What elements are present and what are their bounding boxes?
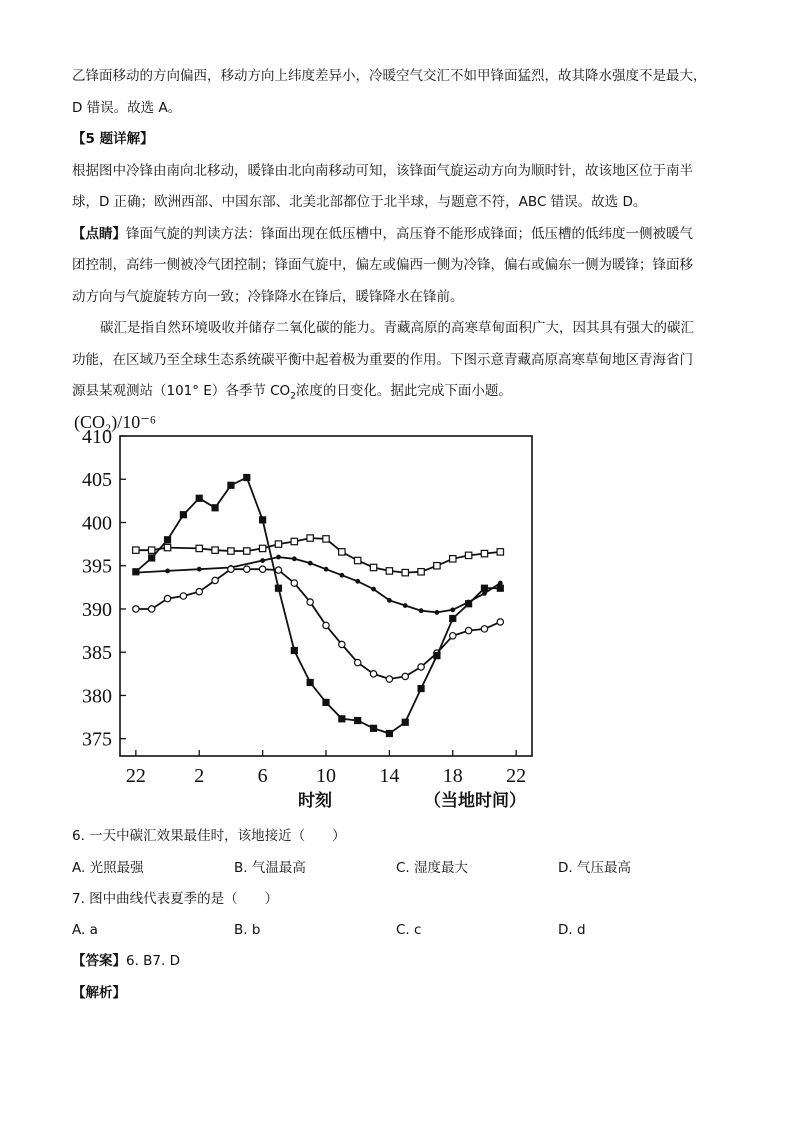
data-point (465, 600, 472, 607)
data-point (259, 545, 265, 551)
data-point (196, 495, 203, 502)
data-point (275, 585, 282, 592)
data-point (354, 717, 361, 724)
data-point (307, 535, 313, 541)
option-6a: A. 光照最强 (72, 860, 144, 876)
data-point (228, 566, 234, 572)
series-line-d (136, 478, 501, 734)
y-tick-label: 405 (82, 469, 112, 492)
y-tick-label: 395 (82, 555, 112, 578)
data-point (244, 566, 250, 572)
data-point (355, 579, 360, 584)
data-point (323, 622, 329, 628)
data-point (497, 585, 504, 592)
data-point (322, 699, 329, 706)
data-point (196, 545, 202, 551)
data-point (291, 647, 298, 654)
data-point (323, 536, 329, 542)
data-point (275, 541, 281, 547)
data-point (370, 564, 376, 570)
data-point (196, 588, 202, 594)
data-point (291, 580, 297, 586)
answer-line (72, 951, 180, 971)
data-point (308, 561, 313, 566)
data-point (244, 548, 250, 554)
data-point (418, 664, 424, 670)
data-point (403, 603, 408, 608)
y-tick-label: 385 (82, 642, 112, 665)
option-7d: D. d (558, 922, 586, 938)
data-point (386, 568, 392, 574)
data-point (197, 567, 202, 572)
data-point (402, 673, 408, 679)
option-6d: D. 气压最高 (558, 860, 631, 876)
intro-line: 碳汇是指自然环境吸收并储存二氧化碳的能力。青藏高原的高寒草甸面积广大，因其具有强大的碳汇 (100, 320, 694, 336)
text-line: 团控制，高纬一侧被冷气团控制；锋面气旋中，偏左或偏西一侧为冷锋，偏右或偏东一侧为暖锋；锋面移 (72, 257, 693, 273)
series-a (66, 535, 504, 576)
text-line: 乙锋面移动的方向偏西，移动方向上纬度差异小，冷暖空气交汇不如甲锋面猛烈，故其降水强度不是最大， (72, 68, 707, 84)
data-point (148, 547, 154, 553)
data-point (212, 547, 218, 553)
tip-text: 锋面气旋的判读方法：锋面出现在低压槽中，高压脊不能形成锋面；低压槽的低纬度一侧被暖气 (126, 226, 693, 242)
text-line: 根据图中冷锋由南向北移动，暖锋由北向南移动可知，该锋面气旋运动方向为顺时针，故该地区位于南半 (72, 163, 693, 179)
data-point (259, 516, 266, 523)
data-point (481, 626, 487, 632)
series-line-b (136, 557, 501, 612)
data-point (497, 549, 503, 555)
answer-label: 【答案】 (72, 953, 126, 969)
data-point (450, 556, 456, 562)
x-tick-label: 18 (442, 765, 463, 787)
data-point (292, 556, 297, 561)
x-tick-label: 22 (506, 765, 527, 787)
data-point (164, 595, 170, 601)
y-tick-label: 375 (82, 728, 112, 751)
data-point (291, 538, 297, 544)
chart-series (66, 474, 504, 737)
option-7b: B. b (234, 922, 261, 938)
data-point (324, 567, 329, 572)
x-tick-label: 6 (257, 765, 268, 787)
data-point (450, 633, 456, 639)
data-point (354, 659, 360, 665)
tip-label: 【点睛】 (72, 226, 126, 242)
data-point (339, 641, 345, 647)
data-point (164, 544, 170, 550)
x-axis-label: 时刻 (298, 791, 332, 810)
series-line-a (136, 538, 501, 573)
option-6b: B. 气温最高 (234, 860, 306, 876)
data-point (417, 685, 424, 692)
data-point (497, 619, 503, 625)
data-point (212, 577, 218, 583)
data-point (259, 566, 265, 572)
data-point (307, 679, 314, 686)
data-point (133, 606, 139, 612)
series-d (66, 474, 504, 737)
subscript: 2 (290, 391, 296, 402)
tip-paragraph (72, 224, 693, 244)
data-point (276, 555, 281, 560)
data-point (434, 563, 440, 569)
data-point (354, 557, 360, 563)
data-point (133, 547, 139, 553)
data-point (180, 593, 186, 599)
data-point (465, 552, 471, 558)
data-point (227, 482, 234, 489)
x-tick-label: 2 (194, 765, 205, 787)
data-point (338, 715, 345, 722)
x-tick-label: 22 (125, 765, 146, 787)
data-point (164, 536, 171, 543)
answer-text: 6. B7. D (126, 953, 180, 969)
text-line: D 错误。故选 A。 (72, 100, 182, 116)
data-point (481, 550, 487, 556)
data-point (481, 585, 488, 592)
data-point (419, 608, 424, 613)
option-7c: C. c (396, 922, 422, 938)
data-point (260, 558, 265, 563)
series-c (66, 566, 504, 682)
data-point (132, 568, 139, 575)
data-point (339, 573, 344, 578)
data-point (418, 569, 424, 575)
question-7: 7. 图中曲线代表夏季的是（ ） (72, 891, 279, 907)
text-segment: 源县某观测站（101° E）各季节 CO (72, 383, 291, 399)
data-point (228, 548, 234, 554)
data-point (370, 725, 377, 732)
text-line: 球，D 正确；欧洲西部、中国东部、北美北部都位于北半球，与题意不符，ABC 错误。故选 D。 (72, 194, 647, 210)
data-point (243, 474, 250, 481)
data-point (307, 599, 313, 605)
data-point (211, 504, 218, 511)
text-line (72, 381, 512, 407)
series-line-c (136, 569, 501, 679)
data-point (387, 598, 392, 603)
data-point (180, 511, 187, 518)
option-7a: A. a (72, 922, 98, 938)
option-6c: C. 湿度最大 (396, 860, 469, 876)
x-tick-label: 10 (316, 765, 336, 787)
y-tick-label: 380 (82, 685, 112, 708)
data-point (449, 615, 456, 622)
y-tick-label: 410 (82, 426, 112, 448)
data-point (386, 730, 393, 737)
data-point (370, 671, 376, 677)
y-tick-label: 400 (82, 512, 112, 535)
question-6: 6. 一天中碳汇效果最佳时，该地接近（ ） (72, 828, 346, 844)
y-axis-label: (CO₂)/10⁻⁶ (74, 412, 157, 432)
co2-line-chart (66, 406, 566, 818)
data-point (148, 554, 155, 561)
x-axis-note: （当地时间） (424, 791, 526, 810)
x-tick-label: 14 (379, 765, 400, 787)
y-tick-label: 390 (82, 598, 112, 621)
data-point (165, 569, 170, 574)
data-point (371, 587, 376, 592)
data-point (148, 606, 154, 612)
data-point (465, 627, 471, 633)
data-point (402, 719, 409, 726)
data-point (339, 549, 345, 555)
data-point (402, 569, 408, 575)
text-line: 动方向与气旋旋转方向一致；冷锋降水在锋后，暖锋降水在锋前。 (72, 289, 464, 305)
data-point (386, 676, 392, 682)
data-point (450, 607, 455, 612)
data-point (275, 567, 281, 573)
analysis-label: 【解析】 (72, 985, 126, 1001)
data-point (435, 610, 440, 615)
data-point (433, 652, 440, 659)
text-segment: 浓度的日变化。据此完成下面小题。 (295, 383, 512, 399)
text-line: 功能，在区域乃至全球生态系统碳平衡中起着极为重要的作用。下图示意青藏高原高寒草甸地区青海省门 (72, 352, 693, 368)
section-heading: 【5 题详解】 (72, 131, 154, 147)
